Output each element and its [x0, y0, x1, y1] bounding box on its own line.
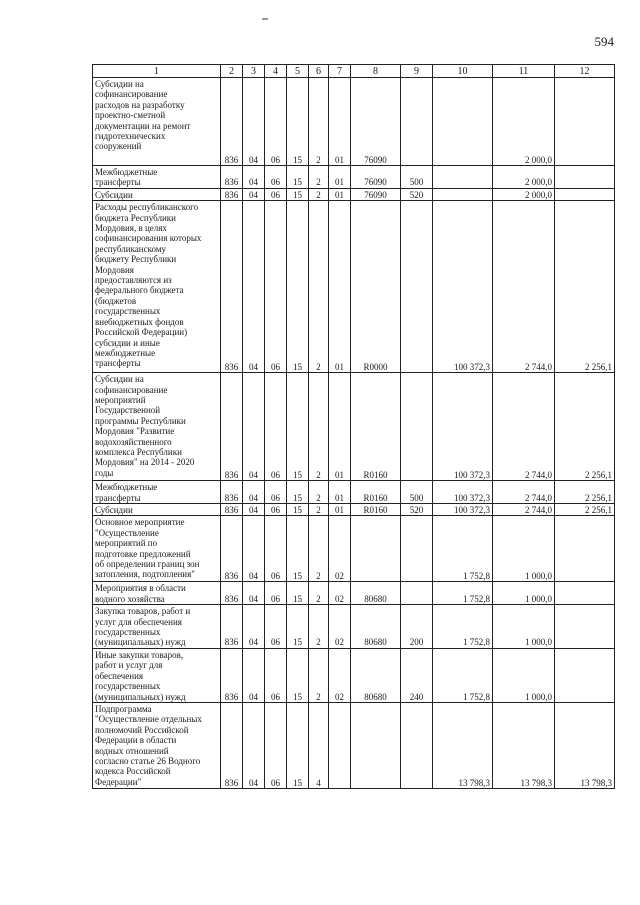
column-header: 1 [93, 65, 221, 78]
code-program: 15 [287, 166, 309, 189]
code-subsection: 06 [265, 166, 287, 189]
code-direction: R0160 [351, 504, 401, 516]
code-section: 04 [243, 188, 265, 200]
code-subsection: 06 [265, 605, 287, 649]
code-subprogram: 2 [309, 78, 329, 166]
table-row [93, 481, 615, 504]
code-event: 01 [329, 481, 351, 504]
code-subsection: 06 [265, 648, 287, 702]
code-event: 02 [329, 516, 351, 582]
code-expense-type [401, 702, 433, 788]
table-body [93, 78, 615, 789]
budget-table [92, 64, 615, 789]
amount-col-12 [555, 188, 615, 200]
code-direction [351, 516, 401, 582]
table-row [93, 188, 615, 200]
row-description: Мероприятия в области водного хозяйства [93, 582, 221, 605]
amount-col-10: 100 372,3 [433, 201, 493, 373]
row-description: Закупка товаров, работ и услуг для обеспечения государственных (муниципальных) нужд [93, 605, 221, 649]
amount-col-12 [555, 78, 615, 166]
code-event: 01 [329, 373, 351, 481]
code-event: 01 [329, 166, 351, 189]
amount-col-11: 1 000,0 [493, 582, 555, 605]
code-event: 02 [329, 605, 351, 649]
code-program: 15 [287, 78, 309, 166]
code-subprogram: 2 [309, 582, 329, 605]
code-program: 15 [287, 504, 309, 516]
code-grbs: 836 [221, 702, 243, 788]
code-section: 04 [243, 78, 265, 166]
amount-col-11: 2 744,0 [493, 481, 555, 504]
code-direction: R0000 [351, 201, 401, 373]
code-subsection: 06 [265, 188, 287, 200]
code-subprogram: 2 [309, 516, 329, 582]
code-grbs: 836 [221, 648, 243, 702]
code-section: 04 [243, 516, 265, 582]
table-header-row [93, 65, 615, 78]
table-row [93, 504, 615, 516]
code-program: 15 [287, 582, 309, 605]
table-row [93, 605, 615, 649]
code-subprogram: 2 [309, 481, 329, 504]
code-expense-type: 240 [401, 648, 433, 702]
code-event: 02 [329, 582, 351, 605]
amount-col-10: 1 752,8 [433, 516, 493, 582]
code-subsection: 06 [265, 516, 287, 582]
code-section: 04 [243, 504, 265, 516]
column-header: 11 [493, 65, 555, 78]
code-event: 01 [329, 504, 351, 516]
amount-col-12 [555, 582, 615, 605]
code-grbs: 836 [221, 201, 243, 373]
amount-col-11: 2 000,0 [493, 78, 555, 166]
amount-col-12: 2 256,1 [555, 373, 615, 481]
table-row [93, 582, 615, 605]
page-number: 594 [594, 34, 614, 49]
code-subprogram: 2 [309, 648, 329, 702]
amount-col-11: 2 744,0 [493, 201, 555, 373]
code-section: 04 [243, 166, 265, 189]
code-grbs: 836 [221, 78, 243, 166]
amount-col-10 [433, 166, 493, 189]
code-grbs: 836 [221, 481, 243, 504]
code-event [329, 702, 351, 788]
code-expense-type: 520 [401, 188, 433, 200]
amount-col-10: 13 798,3 [433, 702, 493, 788]
code-subsection: 06 [265, 481, 287, 504]
amount-col-12: 13 798,3 [555, 702, 615, 788]
code-program: 15 [287, 702, 309, 788]
table-row [93, 78, 615, 166]
code-subprogram: 2 [309, 504, 329, 516]
amount-col-10: 1 752,8 [433, 648, 493, 702]
code-expense-type [401, 516, 433, 582]
code-expense-type: 520 [401, 504, 433, 516]
code-subsection: 06 [265, 582, 287, 605]
column-header: 10 [433, 65, 493, 78]
code-program: 15 [287, 373, 309, 481]
code-subprogram: 2 [309, 201, 329, 373]
code-event: 01 [329, 201, 351, 373]
code-subsection: 06 [265, 504, 287, 516]
code-expense-type: 200 [401, 605, 433, 649]
amount-col-12 [555, 166, 615, 189]
row-description: Расходы республиканского бюджета Республики Мордовия, в целях софинансирования которых республиканскому бюджету Республики Мордовия предоставляются из федерального бюджета (бюджетов государственных внебюджетных фондов Российской Федерации) субсидии и иные межбюджетные трансферты [93, 201, 221, 373]
code-program: 15 [287, 605, 309, 649]
code-program: 15 [287, 481, 309, 504]
row-description: Межбюджетные трансферты [93, 166, 221, 189]
code-section: 04 [243, 201, 265, 373]
column-header: 8 [351, 65, 401, 78]
amount-col-11: 2 000,0 [493, 188, 555, 200]
table-row [93, 166, 615, 189]
code-expense-type: 500 [401, 166, 433, 189]
code-direction: 76090 [351, 166, 401, 189]
code-subprogram: 2 [309, 373, 329, 481]
code-subprogram: 2 [309, 605, 329, 649]
table-row [93, 648, 615, 702]
code-expense-type [401, 78, 433, 166]
row-description: Субсидии [93, 188, 221, 200]
code-direction [351, 702, 401, 788]
column-header: 4 [265, 65, 287, 78]
code-subprogram: 2 [309, 166, 329, 189]
code-event: 01 [329, 78, 351, 166]
row-description: Субсидии на софинансирование мероприятий Государственной программы Республики Мордовия "Развитие водохозяйственного комплекса Республики Мордовия" на 2014 - 2020 годы [93, 373, 221, 481]
amount-col-11: 2 744,0 [493, 504, 555, 516]
column-header: 5 [287, 65, 309, 78]
amount-col-10 [433, 188, 493, 200]
row-description: Иные закупки товаров, работ и услуг для обеспечения государственных (муниципальных) нужд [93, 648, 221, 702]
code-direction: 76090 [351, 188, 401, 200]
code-event: 01 [329, 188, 351, 200]
code-program: 15 [287, 516, 309, 582]
column-header: 3 [243, 65, 265, 78]
column-header: 9 [401, 65, 433, 78]
row-description: Основное мероприятие "Осуществление мероприятий по подготовке предложений об определении границ зон затопления, подтопления" [93, 516, 221, 582]
code-subsection: 06 [265, 78, 287, 166]
code-grbs: 836 [221, 516, 243, 582]
code-section: 04 [243, 481, 265, 504]
code-expense-type: 500 [401, 481, 433, 504]
amount-col-12 [555, 605, 615, 649]
table-row [93, 373, 615, 481]
code-section: 04 [243, 648, 265, 702]
code-direction: 80680 [351, 605, 401, 649]
code-subsection: 06 [265, 373, 287, 481]
amount-col-12: 2 256,1 [555, 201, 615, 373]
amount-col-10: 100 372,3 [433, 504, 493, 516]
code-expense-type [401, 582, 433, 605]
amount-col-12 [555, 648, 615, 702]
scan-mark [262, 18, 268, 20]
amount-col-11: 1 000,0 [493, 648, 555, 702]
code-grbs: 836 [221, 373, 243, 481]
code-direction: 80680 [351, 582, 401, 605]
code-grbs: 836 [221, 504, 243, 516]
amount-col-10: 1 752,8 [433, 605, 493, 649]
column-header: 2 [221, 65, 243, 78]
code-subsection: 06 [265, 201, 287, 373]
code-program: 15 [287, 188, 309, 200]
code-section: 04 [243, 605, 265, 649]
column-header: 7 [329, 65, 351, 78]
code-grbs: 836 [221, 605, 243, 649]
amount-col-12: 2 256,1 [555, 481, 615, 504]
table-row [93, 516, 615, 582]
code-section: 04 [243, 582, 265, 605]
code-grbs: 836 [221, 188, 243, 200]
code-expense-type [401, 373, 433, 481]
amount-col-12 [555, 516, 615, 582]
column-header: 6 [309, 65, 329, 78]
code-direction: R0160 [351, 373, 401, 481]
code-program: 15 [287, 201, 309, 373]
code-grbs: 836 [221, 582, 243, 605]
row-description: Субсидии на софинансирование расходов на разработку проектно-сметной документации на ремонт гидротехнических сооружений [93, 78, 221, 166]
amount-col-10 [433, 78, 493, 166]
row-description: Субсидии [93, 504, 221, 516]
code-subprogram: 2 [309, 188, 329, 200]
amount-col-10: 100 372,3 [433, 373, 493, 481]
row-description: Межбюджетные трансферты [93, 481, 221, 504]
code-direction: 76090 [351, 78, 401, 166]
code-section: 04 [243, 702, 265, 788]
code-direction: R0160 [351, 481, 401, 504]
code-expense-type [401, 201, 433, 373]
table-row [93, 201, 615, 373]
row-description: Подпрограмма "Осуществление отдельных полномочий Российской Федерации в области водных отношений согласно статье 26 Водного кодекса Российской Федерации" [93, 702, 221, 788]
code-subprogram: 4 [309, 702, 329, 788]
column-header: 12 [555, 65, 615, 78]
code-event: 02 [329, 648, 351, 702]
amount-col-11: 1 000,0 [493, 516, 555, 582]
amount-col-11: 13 798,3 [493, 702, 555, 788]
amount-col-12: 2 256,1 [555, 504, 615, 516]
amount-col-10: 100 372,3 [433, 481, 493, 504]
amount-col-10: 1 752,8 [433, 582, 493, 605]
code-program: 15 [287, 648, 309, 702]
amount-col-11: 2 000,0 [493, 166, 555, 189]
table-row [93, 702, 615, 788]
code-section: 04 [243, 373, 265, 481]
code-subsection: 06 [265, 702, 287, 788]
amount-col-11: 1 000,0 [493, 605, 555, 649]
amount-col-11: 2 744,0 [493, 373, 555, 481]
code-grbs: 836 [221, 166, 243, 189]
code-direction: 80680 [351, 648, 401, 702]
